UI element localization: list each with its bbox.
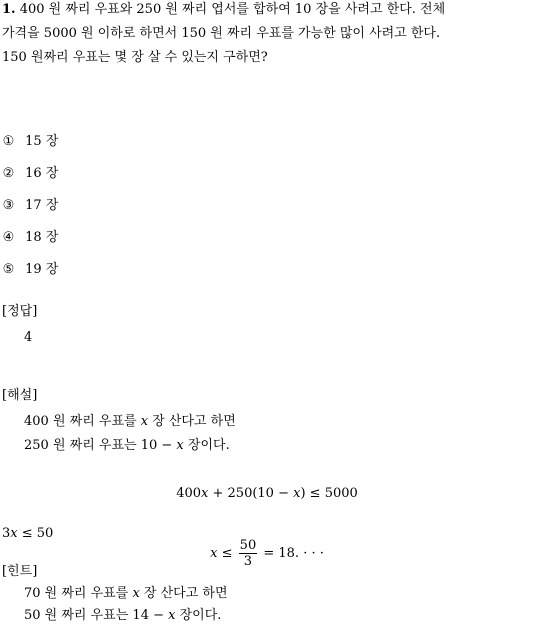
explanation-line-2-post: 장이다. bbox=[187, 438, 230, 453]
answer-value: 4 bbox=[24, 330, 33, 345]
choice-5-marker: ⑤ bbox=[2, 262, 15, 277]
choice-4[interactable] bbox=[2, 230, 58, 246]
hint-var-x: x bbox=[132, 586, 140, 601]
choice-3[interactable] bbox=[2, 198, 58, 214]
hint-line-1-pre: 70 원 짜리 우표를 bbox=[24, 586, 129, 601]
question-line-2 bbox=[2, 26, 440, 42]
eq1-var: x bbox=[201, 486, 209, 501]
eq1-var-2: x bbox=[293, 486, 301, 501]
eq1-tail: ) ≤ 5000 bbox=[300, 486, 358, 501]
inequality-1 bbox=[0, 486, 534, 502]
question-line-3 bbox=[2, 50, 268, 66]
hint-line-2-pre: 50 원 짜리 우표는 14 − bbox=[24, 608, 164, 623]
hint-label: [힌트] bbox=[2, 564, 38, 579]
choice-4-marker: ④ bbox=[2, 230, 15, 245]
choice-1-marker: ① bbox=[2, 134, 15, 149]
eq2-var: x bbox=[10, 526, 18, 541]
eq3-tail: = 18. · · · bbox=[263, 546, 324, 561]
hint-line-2-post: 장이다. bbox=[179, 608, 222, 623]
explanation-var-x: x bbox=[176, 438, 184, 453]
fraction bbox=[239, 538, 258, 569]
eq2-coef: 3 bbox=[2, 526, 11, 541]
choice-3-marker: ③ bbox=[2, 198, 15, 213]
eq3-var: x bbox=[210, 546, 218, 561]
explanation-line-1-pre: 400 원 짜리 우표를 bbox=[24, 414, 137, 429]
question-text-3: 150 원짜리 우표는 몇 장 살 수 있는지 구하면? bbox=[2, 50, 268, 65]
explanation-var-x: x bbox=[140, 414, 149, 429]
question-number: 1. bbox=[2, 2, 16, 17]
choice-2[interactable] bbox=[2, 166, 58, 182]
choice-5-text: 19 장 bbox=[25, 262, 59, 277]
question-text-2: 가격을 5000 원 이하로 하면서 150 원 짜리 우표를 가능한 많이 사려고 한다. bbox=[2, 26, 441, 41]
question-text-1: 400 원 짜리 우표와 250 원 짜리 엽서를 합하여 10 장을 사려고 한다. 전체 bbox=[19, 2, 446, 17]
fraction-numerator: 50 bbox=[239, 538, 257, 553]
choice-1[interactable] bbox=[2, 134, 58, 150]
choice-1-text: 15 장 bbox=[25, 134, 59, 149]
answer-label: [정답] bbox=[2, 304, 38, 319]
choice-2-marker: ② bbox=[2, 166, 15, 181]
explanation-line-2 bbox=[24, 438, 230, 454]
explanation-line-1-post: 장 산다고 하면 bbox=[152, 414, 236, 429]
eq1-mid: + 250(10 − bbox=[212, 486, 289, 501]
choice-5[interactable] bbox=[2, 262, 58, 278]
explanation-line-1 bbox=[24, 414, 236, 430]
choice-4-text: 18 장 bbox=[25, 230, 59, 245]
explanation-line-2-pre: 250 원 짜리 우표는 10 − bbox=[24, 438, 173, 453]
eq2-tail: ≤ 50 bbox=[21, 526, 54, 541]
explanation-label: [해설] bbox=[2, 388, 38, 403]
hint-var-x: x bbox=[168, 608, 176, 623]
question-line-1 bbox=[2, 2, 445, 18]
hint-line-2 bbox=[24, 608, 221, 624]
choice-2-text: 16 장 bbox=[25, 166, 59, 181]
hint-line-1-post: 장 산다고 하면 bbox=[143, 586, 228, 601]
fraction-denominator: 3 bbox=[243, 554, 253, 569]
eq3-le: ≤ bbox=[221, 546, 233, 561]
eq1-coef: 400 bbox=[176, 486, 202, 501]
hint-line-1 bbox=[24, 586, 228, 602]
inequality-3 bbox=[0, 538, 534, 569]
choice-3-text: 17 장 bbox=[25, 198, 59, 213]
